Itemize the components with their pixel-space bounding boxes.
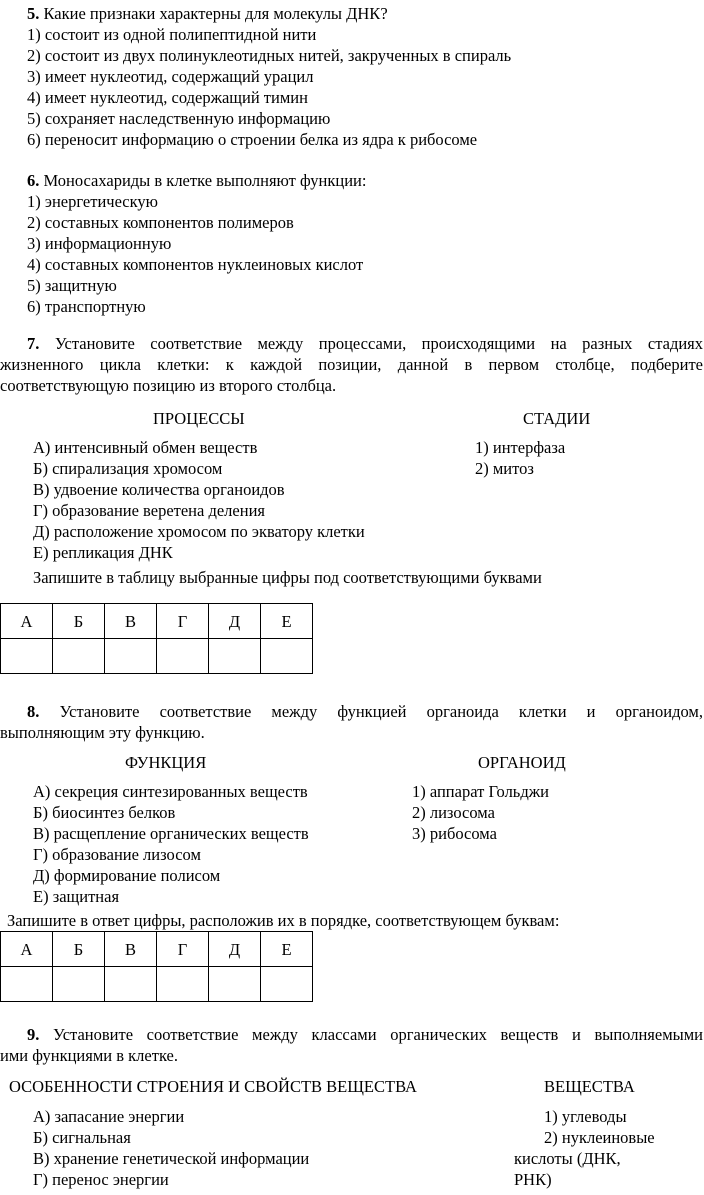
table-cell-letter: В: [105, 604, 157, 639]
answer-table: [0, 603, 313, 674]
question-6-title: [27, 170, 703, 191]
match-item: Б) сигнальная: [33, 1128, 131, 1147]
match-item: А) секреция синтезированных веществ: [33, 782, 308, 801]
option: 1) состоит из одной полипептидной нити: [27, 25, 317, 44]
column-header-properties: ОСОБЕННОСТИ СТРОЕНИЯ И СВОЙСТВ ВЕЩЕСТВА: [9, 1077, 417, 1096]
substance-option: 1) углеводы: [544, 1107, 627, 1126]
organoid-option: 1) аппарат Гольджи: [412, 782, 549, 801]
table-row: [1, 967, 313, 1002]
answer-cell[interactable]: [105, 639, 157, 674]
table-cell-letter: Д: [209, 932, 261, 967]
question-5-title: [27, 3, 703, 24]
match-item: В) удвоение количества органоидов: [33, 480, 285, 499]
question-text: Какие признаки характерны для молекулы ДНК?: [43, 4, 388, 23]
question-text: Моносахариды в клетке выполняют функции:: [43, 171, 367, 190]
stage-option: 1) интерфаза: [475, 438, 566, 457]
match-item: Е) защитная: [33, 887, 120, 906]
table-row: [1, 932, 313, 967]
answer-cell[interactable]: [1, 639, 53, 674]
instruction-text: Запишите в ответ цифры, расположив их в порядке, соответствующем буквам:: [7, 911, 560, 930]
option: 4) составных компонентов нуклеиновых кислот: [27, 255, 364, 274]
table-row: [1, 639, 313, 674]
option: 6) переносит информацию о строении белка из ядра к рибосоме: [27, 130, 478, 149]
option: 6) транспортную: [27, 297, 146, 316]
answer-table: [0, 931, 313, 1002]
column-header-function: ФУНКЦИЯ: [125, 753, 207, 772]
match-item: Г) перенос энергии: [33, 1170, 169, 1189]
option: 5) сохраняет наследственную информацию: [27, 109, 331, 128]
substance-option: 2) нуклеиновые: [544, 1128, 655, 1147]
organoid-option: 3) рибосома: [412, 824, 497, 843]
table-cell-letter: Д: [209, 604, 261, 639]
match-item: Д) расположение хромосом по экватору клетки: [33, 522, 365, 541]
question-text: Установите соответствие между классами органических веществ и выполняемыми: [53, 1025, 703, 1044]
table-cell-letter: Г: [157, 932, 209, 967]
question-5: [27, 3, 703, 150]
table-row: [1, 604, 313, 639]
question-8-line-2: выполняющим эту функцию.: [0, 723, 205, 742]
organoid-option: 2) лизосома: [412, 803, 495, 822]
question-text: Установите соответствие между функцией органоида клетки и органоидом,: [59, 702, 703, 721]
question-number: 6.: [27, 171, 40, 190]
match-item: В) хранение генетической информации: [33, 1149, 310, 1168]
table-cell-letter: Б: [53, 604, 105, 639]
question-text: Установите соответствие между процессами, происходящими на разных стадиях: [54, 334, 704, 353]
column-header-substances: ВЕЩЕСТВА: [544, 1077, 635, 1096]
question-8-line-1: [27, 701, 703, 722]
substance-option: РНК): [514, 1170, 552, 1189]
match-item: А) запасание энергии: [33, 1107, 185, 1126]
answer-cell[interactable]: [105, 967, 157, 1002]
match-item: Б) спирализация хромосом: [33, 459, 223, 478]
answer-cell[interactable]: [261, 639, 313, 674]
option: 3) имеет нуклеотид, содержащий урацил: [27, 67, 314, 86]
question-7-line-2: жизненного цикла клетки: к каждой позиции, данной в первом столбце, подберите: [0, 355, 703, 374]
question-number: 5.: [27, 4, 40, 23]
column-header-processes: ПРОЦЕССЫ: [153, 409, 245, 428]
table-cell-letter: А: [1, 604, 53, 639]
match-item: В) расщепление органических веществ: [33, 824, 309, 843]
stage-option: 2) митоз: [475, 459, 534, 478]
option: 2) составных компонентов полимеров: [27, 213, 294, 232]
match-item: Г) образование лизосом: [33, 845, 201, 864]
table-cell-letter: В: [105, 932, 157, 967]
question-9-line-2: ими функциями в клетке.: [0, 1046, 179, 1065]
option: 4) имеет нуклеотид, содержащий тимин: [27, 88, 308, 107]
match-item: Б) биосинтез белков: [33, 803, 176, 822]
question-6: [27, 170, 703, 317]
option: 2) состоит из двух полинуклеотидных нитей, закрученных в спираль: [27, 46, 512, 65]
question-7-line-3: соответствующую позицию из второго столбца.: [0, 376, 337, 395]
table-cell-letter: Е: [261, 604, 313, 639]
answer-cell[interactable]: [209, 639, 261, 674]
question-number: 9.: [27, 1025, 40, 1044]
answer-cell[interactable]: [157, 967, 209, 1002]
substance-option: кислоты (ДНК,: [514, 1149, 621, 1168]
answer-cell[interactable]: [261, 967, 313, 1002]
instruction-text: Запишите в таблицу выбранные цифры под соответствующими буквами: [33, 568, 542, 587]
option: 1) энергетическую: [27, 192, 158, 211]
question-9-line-1: [27, 1024, 703, 1045]
answer-cell[interactable]: [1, 967, 53, 1002]
match-item: А) интенсивный обмен веществ: [33, 438, 258, 457]
answer-cell[interactable]: [53, 639, 105, 674]
question-7-line-1: [27, 333, 703, 354]
match-item: Е) репликация ДНК: [33, 543, 173, 562]
answer-cell[interactable]: [53, 967, 105, 1002]
table-cell-letter: Е: [261, 932, 313, 967]
table-cell-letter: Г: [157, 604, 209, 639]
option: 3) информационную: [27, 234, 172, 253]
table-cell-letter: А: [1, 932, 53, 967]
match-item: Д) формирование полисом: [33, 866, 221, 885]
question-number: 8.: [27, 702, 40, 721]
column-header-stages: СТАДИИ: [523, 409, 591, 428]
column-header-organoid: ОРГАНОИД: [478, 753, 566, 772]
match-item: Г) образование веретена деления: [33, 501, 265, 520]
option: 5) защитную: [27, 276, 117, 295]
question-number: 7.: [27, 334, 40, 353]
answer-cell[interactable]: [157, 639, 209, 674]
answer-cell[interactable]: [209, 967, 261, 1002]
table-cell-letter: Б: [53, 932, 105, 967]
